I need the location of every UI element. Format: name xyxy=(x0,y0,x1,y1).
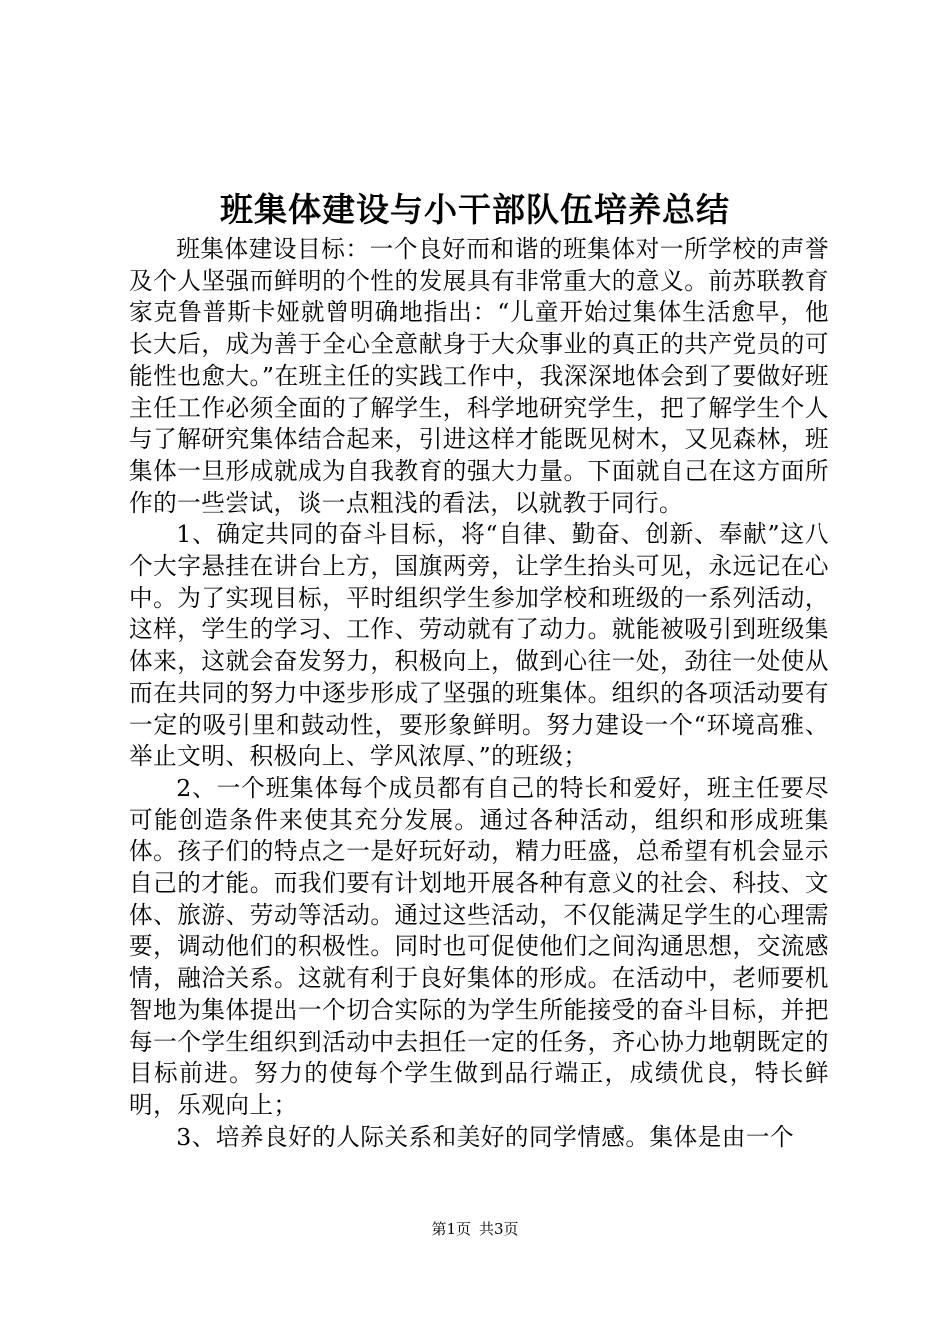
page-footer xyxy=(0,1218,950,1240)
paragraph-point-1: 1、确定共同的奋斗目标，将“自律、勤奋、创新、奉献”这八个大字悬挂在讲台上方，国旗两旁，让学生抬头可见，永远记在心中。为了实现目标，平时组织学生参加学校和班级的一系列活动，这样，学生的学习、工作、劳动就有了动力。就能被吸引到班级集体来，这就会奋发努力，积极向上，做到心往一处，劲往一处使从而在共同的努力中逐步形成了坚强的班集体。组织的各项活动要有一定的吸引里和鼓动性，要形象鲜明。努力建设一个“环境高雅、举止文明、积极向上、学风浓厚、”的班级； xyxy=(129,520,829,771)
page-total: 共3页 xyxy=(479,1220,519,1238)
paragraph-point-3: 3、培养良好的人际关系和美好的同学情感。集体是由一个 xyxy=(176,1122,795,1151)
paragraph-point-2: 2、一个班集体每个成员都有自己的特长和爱好，班主任要尽可能创造条件来使其充分发展。通过各种活动，组织和形成班集体。孩子们的特点之一是好玩好动，精力旺盛，总希望有机会显示自己的才能。而我们要有计划地开展各种有意义的社会、科技、文体、旅游、劳动等活动。通过这些活动，不仅能满足学生的心理需要，调动他们的积极性。同时也可促使他们之间沟通思想，交流感情，融洽关系。这就有利于良好集体的形成。在活动中，老师要机智地为集体提出一个切合实际的为学生所能接受的奋斗目标，并把每一个学生组织到活动中去担任一定的任务，齐心协力地朝既定的目标前进。努力的使每个学生做到品行端正，成绩优良，特长鲜明，乐观向上； xyxy=(129,773,829,1119)
page-number: 第1页 xyxy=(431,1220,471,1238)
document-title: 班集体建设与小干部队伍培养总结 xyxy=(220,190,730,229)
paragraph-intro: 班集体建设目标：一个良好而和谐的班集体对一所学校的声誉及个人坚强而鲜明的个性的发展具有非常重大的意义。前苏联教育家克鲁普斯卡娅就曾明确地指出：“儿童开始过集体生活愈早，他长大后，成为善于全心全意献身于大众事业的真正的共产党员的可能性也愈大。”在班主任的实践工作中，我深深地体会到了要做好班主任工作必须全面的了解学生，科学地研究学生，把了解学生个人与了解研究集体结合起来，引进这样才能既见树木，又见森林，班集体一旦形成就成为自我教育的强大力量。下面就自己在这方面所作的一些尝试，谈一点粗浅的看法，以就教于同行。 xyxy=(129,235,829,517)
document-body xyxy=(129,234,829,1153)
